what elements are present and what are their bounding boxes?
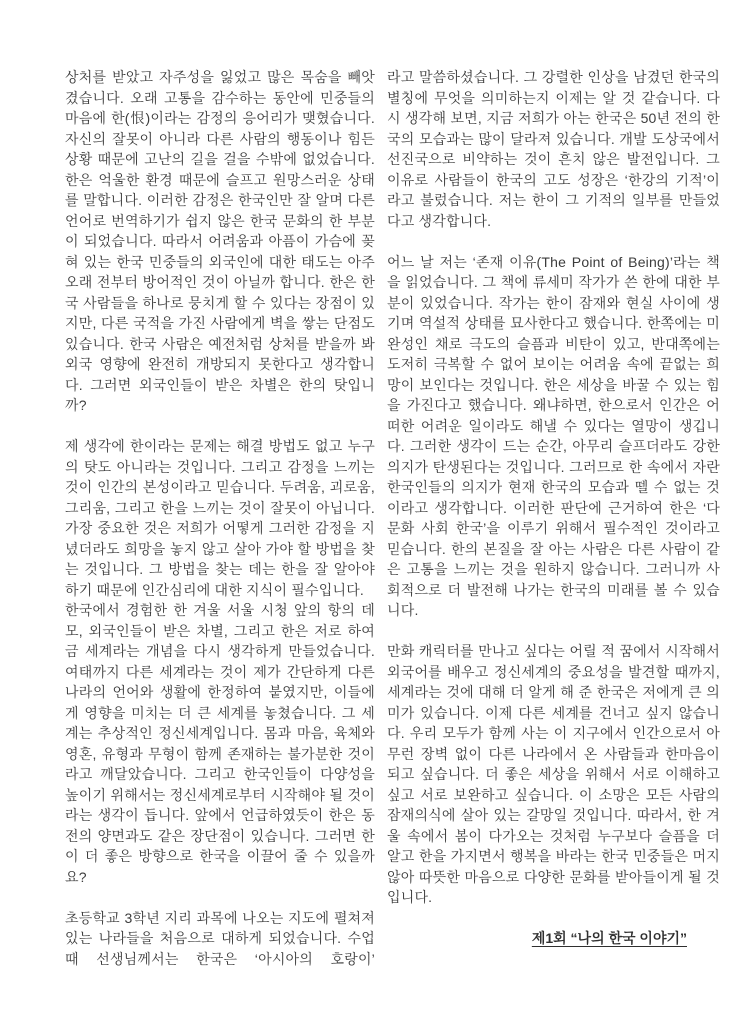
paragraph-spirit-world: 한국에서 경험한 한 겨울 서울 시청 앞의 항의 데모, 외국인들이 받은 차별, 그리고 한은 저로 하여금 세계라는 개념을 다시 생각하게 만들었습니다. 여태까지 다른 세계라는 것이 제가 간단하게 다른 나라의 언어와 생활에 한정하여 붙였지만, 이들에게 영향을 미치는 더 큰 세계를 놓쳤습니다. 그 세계는 추상적인 정신세계입니다. 몸과 마음, 육체와 영혼, 유형과 무형이 함께 존재하는 불가분한 것이라고 깨달았습니다. 그리고 한국인들이 다양성을 높이기 위해서는 정신세계로부터 시작해야 될 것이라는 생각이 듭니다. 앞에서 언급하였듯이 한은 동전의 양면과도 같은 장단점이 있습니다. 그러면 한이 더 좋은 방향으로 한국을 이끌어 줄 수 있을까요? [65, 602, 375, 885]
paragraph-point-of-being-book: 어느 날 저는 ‘존재 이유(The Point of Being)’라는 책을 읽었습니다. 그 책에 류세미 작가가 쓴 한에 대한 부분이 있었습니다. 작가는 한이 잠재와 현실 사이에 생기며 역설적 상태를 묘사한다고 했습니다. 한쪽에는 미완성인 채로 극도의 슬픔과 비탄이 있고, 반대쪽에는 도저히 극복할 수 없어 보이는 어려움 속에 끝없는 희망이 보인다는 것입니다. 한은 세상을 바꿀 수 있는 힘을 가진다고 했습니다. 왜냐하면, 한으로서 인간은 어떠한 어려운 일이라도 해낼 수 있다는 열망이 생깁니다. 그러한 생각이 드는 순간, 아무리 슬프더라도 강한 의지가 탄생된다는 것입니다. 그러므로 한 속에서 자란 한국인들의 의지가 현재 한국의 모습과 뗄 수 없는 것이라고 생각합니다. 이러한 판단에 근거하여 한은 ‘다문화 사회 한국’을 이루기 위해서 필수적인 것이라고 믿습니다. 한의 본질을 잘 아는 사람은 다른 사람이 같은 고통을 느끼는 것을 원하지 않습니다. 그러니까 사회적으로 더 발전해 나가는 한국의 미래를 볼 수 있습니다. [387, 253, 720, 618]
paragraph-miracle-han-river: 라고 말씀하셨습니다. 그 강렬한 인상을 남겼던 한국의 별칭에 무엇을 의미하는지 이제는 알 것 같습니다. 다시 생각해 보면, 지금 저희가 아는 한국은 50년 전의 한국의 모습과는 많이 달라져 있습니다. 개발 도상국에서 선진국으로 비약하는 것이 흔치 않은 발전입니다. 그 이유로 사람들이 한국의 고도 성장은 ‘한강의 기적’이라고 불렀습니다. 저는 한이 그 기적의 일부를 만들었다고 생각합니다. [387, 69, 720, 229]
left-column [65, 67, 375, 1020]
essay-signature-text: 제1회 “나의 한국 이야기” [531, 930, 687, 946]
right-column [387, 67, 720, 1020]
essay-signature [387, 928, 687, 949]
paragraph-one-world-hope: 만화 캐릭터를 만나고 싶다는 어릴 적 꿈에서 시작해서 외국어를 배우고 정신세계의 중요성을 발견할 때까지, 세계라는 것에 대해 더 알게 해 준 한국은 저에게 큰 의미가 있습니다. 이제 다른 세계를 건너고 싶지 않습니다. 우리 모두가 함께 사는 이 지구에서 인간으로서 아무런 장벽 없이 다른 나라에서 온 사람들과 한마음이 되고 싶습니다. 더 좋은 세상을 위해서 서로 이해하고 싶고 서로 보완하고 싶습니다. 이 소망은 모든 사람의 잠재의식에 살아 있는 갈망일 것입니다. 따라서, 한 겨울 속에서 봄이 다가오는 것처럼 누구보다 슬픔을 더 알고 한을 가지면서 행복을 바라는 한국 민중들은 머지않아 따뜻한 마음으로 다양한 문화를 받아들이게 될 것입니다. [387, 643, 720, 905]
paragraph-han-no-blame: 제 생각에 한이라는 문제는 해결 방법도 없고 누구의 탓도 아니라는 것입니다. 그리고 감정을 느끼는 것이 인간의 본성이라고 믿습니다. 두려움, 괴로움, 그리움, 그리고 한을 느끼는 것이 잘못이 아닙니다. 가장 중요한 것은 저희가 어떻게 그러한 감정을 지녔더라도 희망을 놓지 않고 살아 가야 할 방법을 찾는 것입니다. 그 방법을 찾는 데는 한을 잘 알아야 하기 때문에 인간심리에 대한 지식이 필수입니다. [65, 438, 375, 598]
paragraph-han-origin: 상처를 받았고 자주성을 잃었고 많은 목숨을 빼앗겼습니다. 오래 고통을 감수하는 동안에 민중들의 마음에 한(恨)이라는 감정의 응어리가 맺혔습니다. 자신의 잘못이 아니라 다른 사람의 행동이나 힘든 상황 때문에 고난의 길을 걸을 수밖에 없었습니다. 한은 억울한 환경 때문에 슬프고 원망스러운 상태를 말합니다. 이러한 감정은 한국인만 잘 알며 다른 언어로 번역하기가 쉽지 않은 한국 문화의 한 부분이 되었습니다. 따라서 어려움과 아픔이 가슴에 꽂혀 있는 한국 민중들의 외국인에 대한 태도는 아주 오래 전부터 방어적인 것이 아닐까 합니다. 한은 한국 사람들을 하나로 뭉치게 할 수 있다는 장점이 있지만, 다른 국적을 가진 사람에게 벽을 쌓는 단점도 있습니다. 한국 사람은 예전처럼 상처를 받을까 봐 외국 영향에 완전히 개방되지 못한다고 생각합니다. 그러면 외국인들이 받은 차별은 한의 탓입니까? [65, 69, 375, 413]
paragraph-elementary-school: 초등학교 3학년 지리 과목에 나오는 지도에 펼쳐져 있는 나라들을 처음으로 대하게 되었습니다. 수업 때 선생님께서는 한국은 ‘아시아의 호랑이’ [65, 909, 375, 967]
